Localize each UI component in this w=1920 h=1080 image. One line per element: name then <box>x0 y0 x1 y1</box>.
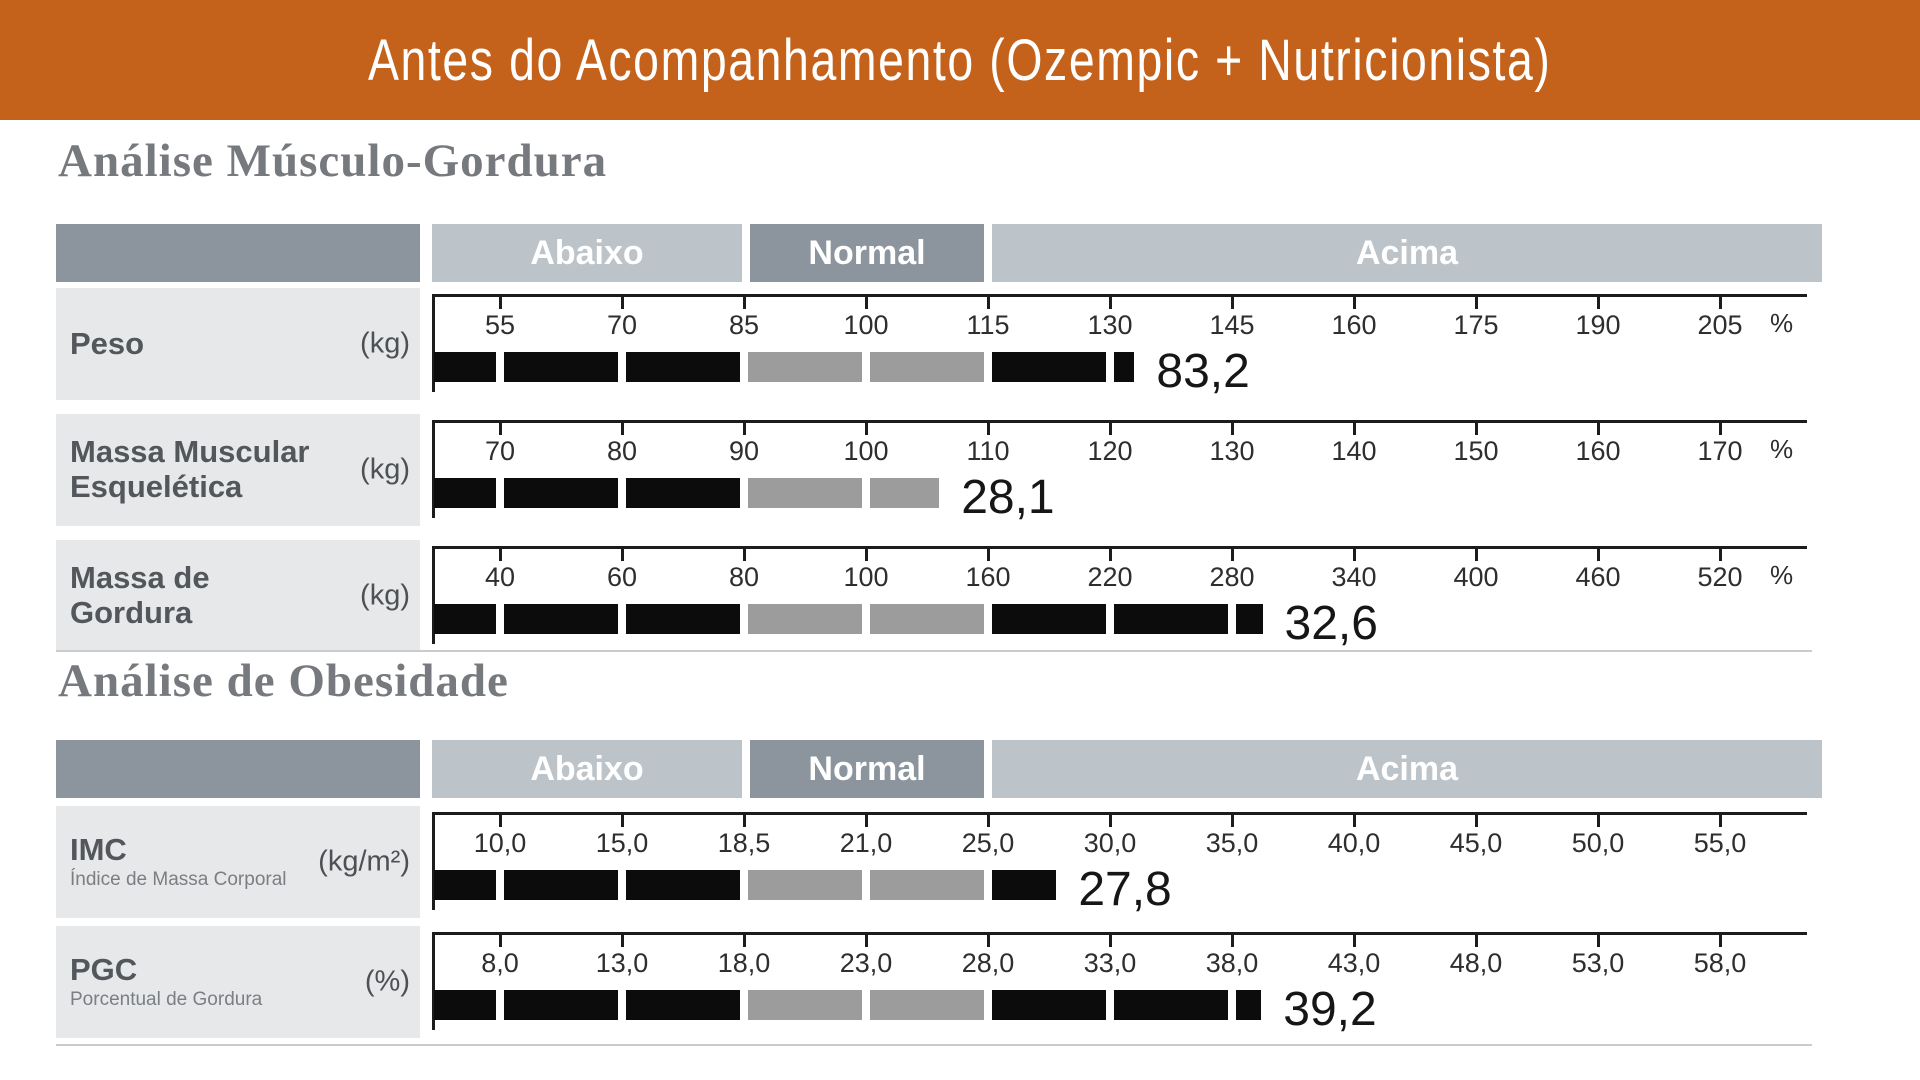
axis-tick <box>1109 812 1112 827</box>
row-name: PGC <box>70 951 138 987</box>
axis-tick-label: 140 <box>1331 436 1377 466</box>
zone-header-normal: Normal <box>750 740 984 798</box>
row-unit: (kg) <box>360 453 410 486</box>
bar-segment <box>434 352 496 382</box>
bar-segment <box>1236 990 1261 1020</box>
axis-tick-label: 170 <box>1697 436 1743 466</box>
zone-header-acima: Acima <box>992 224 1822 282</box>
bar-segment <box>626 990 740 1020</box>
zone-header-abaixo: Abaixo <box>432 224 742 282</box>
axis-tick-label: 18,5 <box>717 828 771 858</box>
row-label-cell <box>56 926 420 1038</box>
bar-segment <box>504 604 618 634</box>
banner-title: Antes do Acompanhamento (Ozempic + Nutricionista) <box>368 27 1552 93</box>
axis-tick <box>865 932 868 947</box>
row-chart <box>432 806 1822 926</box>
axis-percent-label: % <box>1770 434 1794 464</box>
bar-segment-normal <box>870 352 984 382</box>
axis-tick <box>1719 546 1722 561</box>
row-name: Massa Muscular Esquelética <box>70 434 310 504</box>
axis-tick <box>743 932 746 947</box>
row-unit: (kg) <box>360 327 410 360</box>
bar-segment <box>434 604 496 634</box>
axis-percent-label: % <box>1770 560 1794 590</box>
row-label-cell <box>56 414 420 526</box>
axis-tick-label: 150 <box>1453 436 1499 466</box>
axis-tick-label: 48,0 <box>1449 948 1503 978</box>
axis-tick-label: 55,0 <box>1693 828 1747 858</box>
axis-tick <box>1719 420 1722 435</box>
axis-tick <box>743 294 746 309</box>
bar-segment <box>626 478 740 508</box>
axis-tick-label: 205 <box>1697 310 1743 340</box>
axis-tick <box>1475 812 1478 827</box>
row-label-cell <box>56 540 420 652</box>
row-label-cell <box>56 288 420 400</box>
axis-tick <box>1719 294 1722 309</box>
axis-tick-label: 35,0 <box>1205 828 1259 858</box>
axis-line <box>432 546 1807 549</box>
bar-segment-normal <box>748 478 862 508</box>
axis-tick <box>865 420 868 435</box>
axis-tick <box>1597 932 1600 947</box>
axis-tick <box>1353 294 1356 309</box>
axis-tick-label: 100 <box>843 310 889 340</box>
axis-tick <box>743 546 746 561</box>
axis-tick-label: 130 <box>1209 436 1255 466</box>
bar-segment <box>504 352 618 382</box>
row-sublabel: Porcentual de Gordura <box>70 989 263 1011</box>
bar-segment <box>992 870 1056 900</box>
axis-tick-label: 520 <box>1697 562 1743 592</box>
axis-tick <box>1597 420 1600 435</box>
axis-tick-label: 30,0 <box>1083 828 1137 858</box>
bar-segment <box>1236 604 1263 634</box>
header-blank-cell <box>56 740 420 798</box>
zone-header-abaixo: Abaixo <box>432 740 742 798</box>
bar-segment <box>992 604 1106 634</box>
measured-value: 27,8 <box>1078 863 1172 916</box>
bar-segment-normal <box>748 990 862 1020</box>
axis-tick <box>1475 420 1478 435</box>
axis-tick-label: 100 <box>843 562 889 592</box>
axis-tick-label: 10,0 <box>473 828 527 858</box>
bar-segment <box>434 990 496 1020</box>
row-chart <box>432 414 1822 534</box>
axis-line <box>432 420 1807 423</box>
axis-tick-label: 55 <box>484 310 516 340</box>
bar-segment <box>626 352 740 382</box>
axis-tick <box>1109 420 1112 435</box>
axis-tick-label: 460 <box>1575 562 1621 592</box>
bar-segment <box>626 870 740 900</box>
axis-tick <box>987 294 990 309</box>
axis-tick <box>1353 932 1356 947</box>
axis-tick-label: 28,0 <box>961 948 1015 978</box>
axis-tick-label: 15,0 <box>595 828 649 858</box>
axis-tick <box>1475 546 1478 561</box>
axis-tick <box>1109 546 1112 561</box>
axis-line <box>432 294 1807 297</box>
axis-tick <box>1597 546 1600 561</box>
axis-tick-label: 120 <box>1087 436 1133 466</box>
axis-tick <box>621 546 624 561</box>
axis-tick <box>1475 932 1478 947</box>
axis-tick-label: 40 <box>484 562 516 592</box>
axis-tick <box>1353 546 1356 561</box>
row-unit: (%) <box>364 965 410 998</box>
axis-tick <box>1231 546 1234 561</box>
row-name: Peso <box>70 325 145 361</box>
measured-value: 39,2 <box>1283 983 1377 1036</box>
axis-tick-label: 90 <box>728 436 760 466</box>
axis-tick <box>499 932 502 947</box>
measured-value: 32,6 <box>1284 597 1378 650</box>
axis-tick <box>987 812 990 827</box>
axis-tick-label: 145 <box>1209 310 1255 340</box>
axis-tick-label: 70 <box>484 436 516 466</box>
bar-segment-normal <box>748 604 862 634</box>
bar-segment <box>626 604 740 634</box>
axis-tick-label: 130 <box>1087 310 1133 340</box>
axis-percent-label: % <box>1770 308 1794 338</box>
axis-tick <box>499 546 502 561</box>
axis-tick <box>499 294 502 309</box>
axis-tick-label: 110 <box>966 436 1010 466</box>
axis-tick-label: 115 <box>966 310 1010 340</box>
axis-tick <box>1109 294 1112 309</box>
axis-tick <box>1719 932 1722 947</box>
axis-tick <box>1597 294 1600 309</box>
axis-tick-label: 80 <box>606 436 638 466</box>
axis-tick-label: 13,0 <box>595 948 649 978</box>
axis-tick-label: 160 <box>965 562 1011 592</box>
bar-segment <box>434 478 496 508</box>
axis-tick-label: 190 <box>1575 310 1621 340</box>
axis-tick <box>1231 294 1234 309</box>
bar-segment-normal <box>870 990 984 1020</box>
axis-tick <box>987 932 990 947</box>
axis-tick-label: 100 <box>843 436 889 466</box>
axis-tick-label: 45,0 <box>1449 828 1503 858</box>
row-unit: (kg/m²) <box>318 845 410 878</box>
bar-segment-normal <box>870 604 984 634</box>
axis-tick <box>621 932 624 947</box>
axis-tick-label: 38,0 <box>1205 948 1259 978</box>
axis-tick-label: 60 <box>606 562 638 592</box>
axis-tick-label: 280 <box>1209 562 1255 592</box>
axis-tick-label: 23,0 <box>839 948 893 978</box>
row-name: IMC <box>70 831 127 867</box>
bar-segment-normal <box>870 870 984 900</box>
measured-value: 83,2 <box>1156 345 1250 398</box>
bar-segment <box>504 990 618 1020</box>
axis-tick-label: 21,0 <box>839 828 893 858</box>
axis-tick-label: 43,0 <box>1327 948 1381 978</box>
axis-tick <box>499 812 502 827</box>
row-chart <box>432 288 1822 408</box>
measured-value: 28,1 <box>961 471 1055 524</box>
axis-tick <box>743 812 746 827</box>
bar-segment-normal <box>748 352 862 382</box>
table-bottom-line <box>56 650 1812 652</box>
axis-tick-label: 70 <box>606 310 638 340</box>
axis-tick <box>987 546 990 561</box>
axis-tick <box>1597 812 1600 827</box>
axis-tick-label: 80 <box>728 562 760 592</box>
axis-line <box>432 812 1807 815</box>
row-chart <box>432 926 1822 1046</box>
bar-segment <box>1114 352 1134 382</box>
axis-tick-label: 160 <box>1575 436 1621 466</box>
bar-segment <box>504 870 618 900</box>
axis-tick <box>1353 420 1356 435</box>
zone-header-acima: Acima <box>992 740 1822 798</box>
axis-tick <box>987 420 990 435</box>
axis-tick-label: 85 <box>728 310 760 340</box>
bar-segment-normal <box>748 870 862 900</box>
axis-tick-label: 400 <box>1453 562 1499 592</box>
axis-tick-label: 18,0 <box>717 948 771 978</box>
axis-tick-label: 53,0 <box>1571 948 1625 978</box>
row-label-cell <box>56 806 420 918</box>
bar-segment <box>992 990 1106 1020</box>
axis-tick-label: 220 <box>1087 562 1133 592</box>
axis-tick-label: 25,0 <box>961 828 1015 858</box>
axis-tick <box>865 546 868 561</box>
axis-tick-label: 340 <box>1331 562 1377 592</box>
axis-tick <box>499 420 502 435</box>
bar-segment <box>1114 990 1228 1020</box>
row-sublabel: Índice de Massa Corporal <box>70 869 287 891</box>
zone-header-normal: Normal <box>750 224 984 282</box>
bar-segment <box>992 352 1106 382</box>
title-banner <box>0 0 1920 120</box>
axis-tick-label: 33,0 <box>1083 948 1137 978</box>
axis-tick <box>621 420 624 435</box>
bar-segment <box>504 478 618 508</box>
bar-segment <box>1114 604 1228 634</box>
axis-tick-label: 40,0 <box>1327 828 1381 858</box>
axis-tick <box>1719 812 1722 827</box>
axis-tick-label: 8,0 <box>481 948 519 978</box>
bar-segment <box>434 870 496 900</box>
axis-tick-label: 175 <box>1453 310 1499 340</box>
section-heading: Análise Músculo-Gordura <box>58 135 608 187</box>
axis-tick-label: 160 <box>1331 310 1377 340</box>
axis-tick <box>1475 294 1478 309</box>
axis-line <box>432 932 1807 935</box>
axis-tick <box>1353 812 1356 827</box>
axis-tick <box>1231 420 1234 435</box>
axis-tick <box>621 812 624 827</box>
axis-tick <box>621 294 624 309</box>
axis-tick-label: 58,0 <box>1693 948 1747 978</box>
row-name: Massa de Gordura <box>70 560 210 630</box>
axis-tick-label: 50,0 <box>1571 828 1625 858</box>
row-chart <box>432 540 1822 660</box>
axis-tick <box>865 812 868 827</box>
header-blank-cell <box>56 224 420 282</box>
axis-tick <box>865 294 868 309</box>
section-heading: Análise de Obesidade <box>58 655 509 707</box>
axis-tick <box>1109 932 1112 947</box>
row-unit: (kg) <box>360 579 410 612</box>
table-bottom-line <box>56 1044 1812 1046</box>
axis-tick <box>743 420 746 435</box>
axis-tick <box>1231 812 1234 827</box>
axis-tick <box>1231 932 1234 947</box>
bar-segment-normal <box>870 478 939 508</box>
